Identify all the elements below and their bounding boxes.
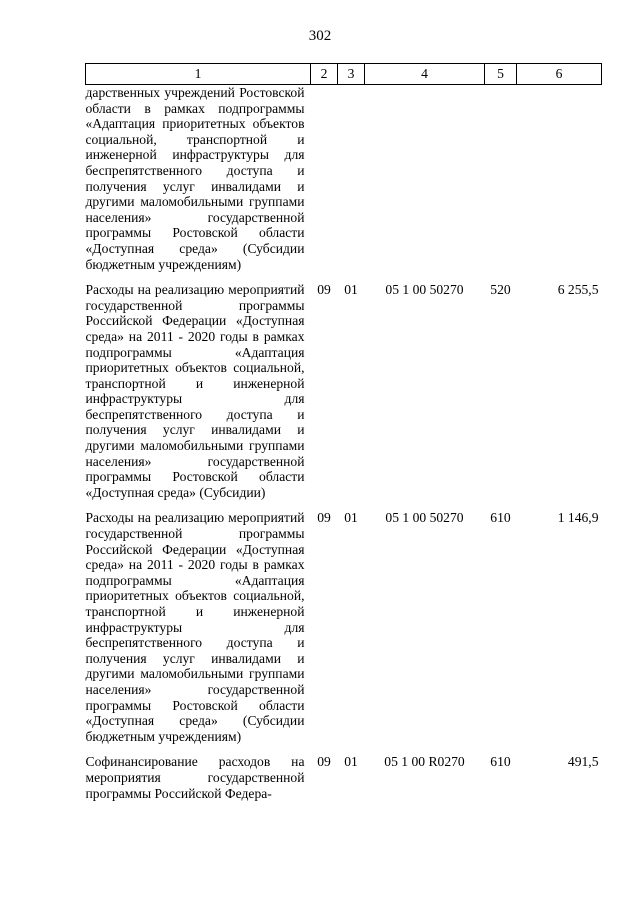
- header-col-6: 6: [517, 64, 602, 85]
- row-subsection: 01: [344, 510, 358, 526]
- row-amount: 491,5: [567, 754, 599, 770]
- row-target-code: [365, 85, 485, 283]
- row-amount: [517, 85, 602, 283]
- row-expense-type: 610: [490, 510, 511, 526]
- page-number: 302: [308, 28, 332, 44]
- row-section: [311, 85, 338, 283]
- header-row: [86, 64, 602, 85]
- row-section: 09: [317, 282, 331, 298]
- table-row: [86, 282, 602, 510]
- row-subsection: [338, 85, 365, 283]
- row-subsection: 01: [344, 754, 358, 770]
- row-expense-type: 520: [490, 282, 511, 298]
- budget-table: [85, 63, 602, 801]
- row-target-code: 05 1 00 50270: [385, 282, 464, 298]
- table-body: [86, 85, 602, 802]
- header-col-2: 2: [311, 64, 338, 85]
- row-section: 09: [317, 510, 331, 526]
- table-row: [86, 85, 602, 283]
- row-description: дарственных учреждений Ростовской области в рамках подпрограммы «Адаптация приоритетных объектов социальной, транспортной и инженерной инфраструктуры для беспрепятственного доступа и получения услуг инвалидами и другими маломобильными группами населения» государственной программы Ростовской области «Доступная среда» (Субсидии бюджетным учреждениям): [85, 85, 305, 272]
- row-subsection: 01: [344, 282, 358, 298]
- row-description: Софинансирование расходов на мероприятия государственной программы Российской Федера-: [85, 754, 305, 801]
- table-row: [86, 754, 602, 801]
- row-amount: 1 146,9: [557, 510, 599, 526]
- table-header: [86, 64, 602, 85]
- row-target-code: 05 1 00 R0270: [384, 754, 465, 770]
- row-amount: 6 255,5: [557, 282, 599, 298]
- row-expense-type: [485, 85, 517, 283]
- row-target-code: 05 1 00 50270: [385, 510, 464, 526]
- row-section: 09: [317, 754, 331, 770]
- header-col-4: 4: [365, 64, 485, 85]
- header-col-1: 1: [86, 64, 311, 85]
- header-col-3: 3: [338, 64, 365, 85]
- row-description: Расходы на реализацию мероприятий государственной программы Российской Федерации «Доступная среда» на 2011 - 2020 годы в рамках подпрограммы «Адаптация приоритетных объектов социальной, транспортной и инженерной инфраструктуры для беспрепятственного доступа и получения услуг инвалидами и другими маломобильными группами населения» государственной программы Ростовской области «Доступная среда» (Субсидии бюджетным учреждениям): [85, 510, 305, 744]
- table-row: [86, 510, 602, 754]
- row-description: Расходы на реализацию мероприятий государственной программы Российской Федерации «Доступная среда» на 2011 - 2020 годы в рамках подпрограммы «Адаптация приоритетных объектов социальной, транспортной и инженерной инфраструктуры для беспрепятственного доступа и получения услуг инвалидами и другими маломобильными группами населения» государственной программы Ростовской области «Доступная среда» (Субсидии): [85, 282, 305, 500]
- header-col-5: 5: [485, 64, 517, 85]
- row-expense-type: 610: [490, 754, 511, 770]
